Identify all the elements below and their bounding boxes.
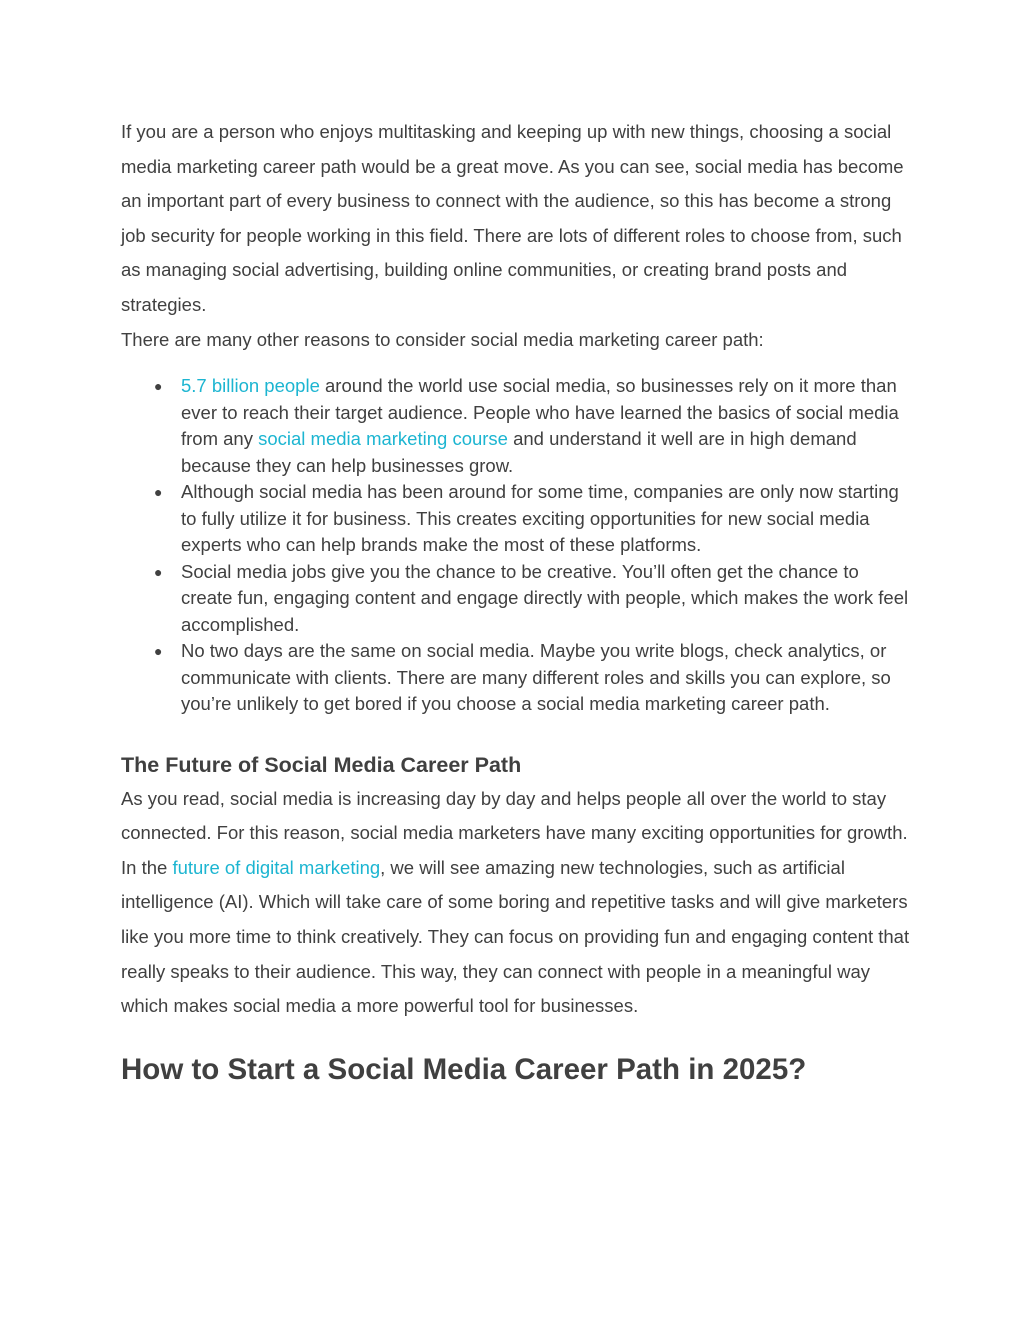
intro-paragraph: If you are a person who enjoys multitasking and keeping up with new things, choosing a social media marketing career path would be a great move. As you can see, social media has become an important part of every business to connect with the audience, so this has become a strong job security for people working in this field. There are lots of different roles to choose from, such as managing social advertising, building online communities, or creating brand posts and strategies. [121, 121, 904, 315]
reasons-lead-paragraph: There are many other reasons to consider social media marketing career path: [121, 328, 764, 350]
list-item [121, 373, 911, 479]
bullet-marker: ● [154, 378, 163, 395]
bullet-marker: ● [154, 643, 163, 660]
list-item-text: Social media jobs give you the chance to be creative. You’ll often get the chance to create fun, engaging content and engage directly with people, which makes the work feel accomplished. [181, 560, 909, 635]
future-of-digital-marketing-link[interactable]: future of digital marketing [172, 856, 381, 878]
list-item [121, 638, 911, 718]
bullet-marker: ● [154, 484, 163, 501]
future-paragraph [121, 782, 911, 1024]
list-item-text: around the world use social media, so businesses rely on it more than ever to reach their target audience. People who have learned the basics of social media from any [181, 375, 899, 450]
list-item-text: Although social media has been around for some time, companies are only now starting to fully utilize it for business. This creates exciting opportunities for new social media experts who can help brands make the most of these platforms. [181, 481, 899, 556]
bullet-marker: ● [154, 563, 163, 580]
future-heading: The Future of Social Media Career Path [121, 752, 522, 777]
future-text-before: As you read, social media is increasing day by day and helps people all over the world to stay connected. For this reason, social media marketers have many exciting opportunities for growth. In the [121, 787, 908, 878]
list-item-text: No two days are the same on social media. Maybe you write blogs, check analytics, or communicate with clients. There are many different roles and skills you can explore, so you’re unlikely to get bored if you choose a social media marketing career path. [181, 640, 891, 715]
list-item [121, 559, 911, 639]
start-career-heading: How to Start a Social Media Career Path in 2025? [121, 1052, 807, 1086]
document-page [121, 115, 911, 1090]
list-item [121, 479, 911, 559]
future-text-after: , we will see amazing new technologies, such as artificial intelligence (AI). Which will take care of some boring and repetitive tasks and will give marketers like you more time to think creatively. They can focus on providing fun and engaging content that really speaks to their audience. This way, they can connect with people in a meaningful way which makes social media a more powerful tool for businesses. [121, 856, 910, 1017]
billion-people-link[interactable]: 5.7 billion people [181, 375, 320, 397]
list-item-text: and understand it well are in high demand because they can help businesses grow. [181, 428, 857, 476]
social-media-marketing-course-link[interactable]: social media marketing course [258, 428, 508, 450]
reasons-list [121, 373, 911, 718]
